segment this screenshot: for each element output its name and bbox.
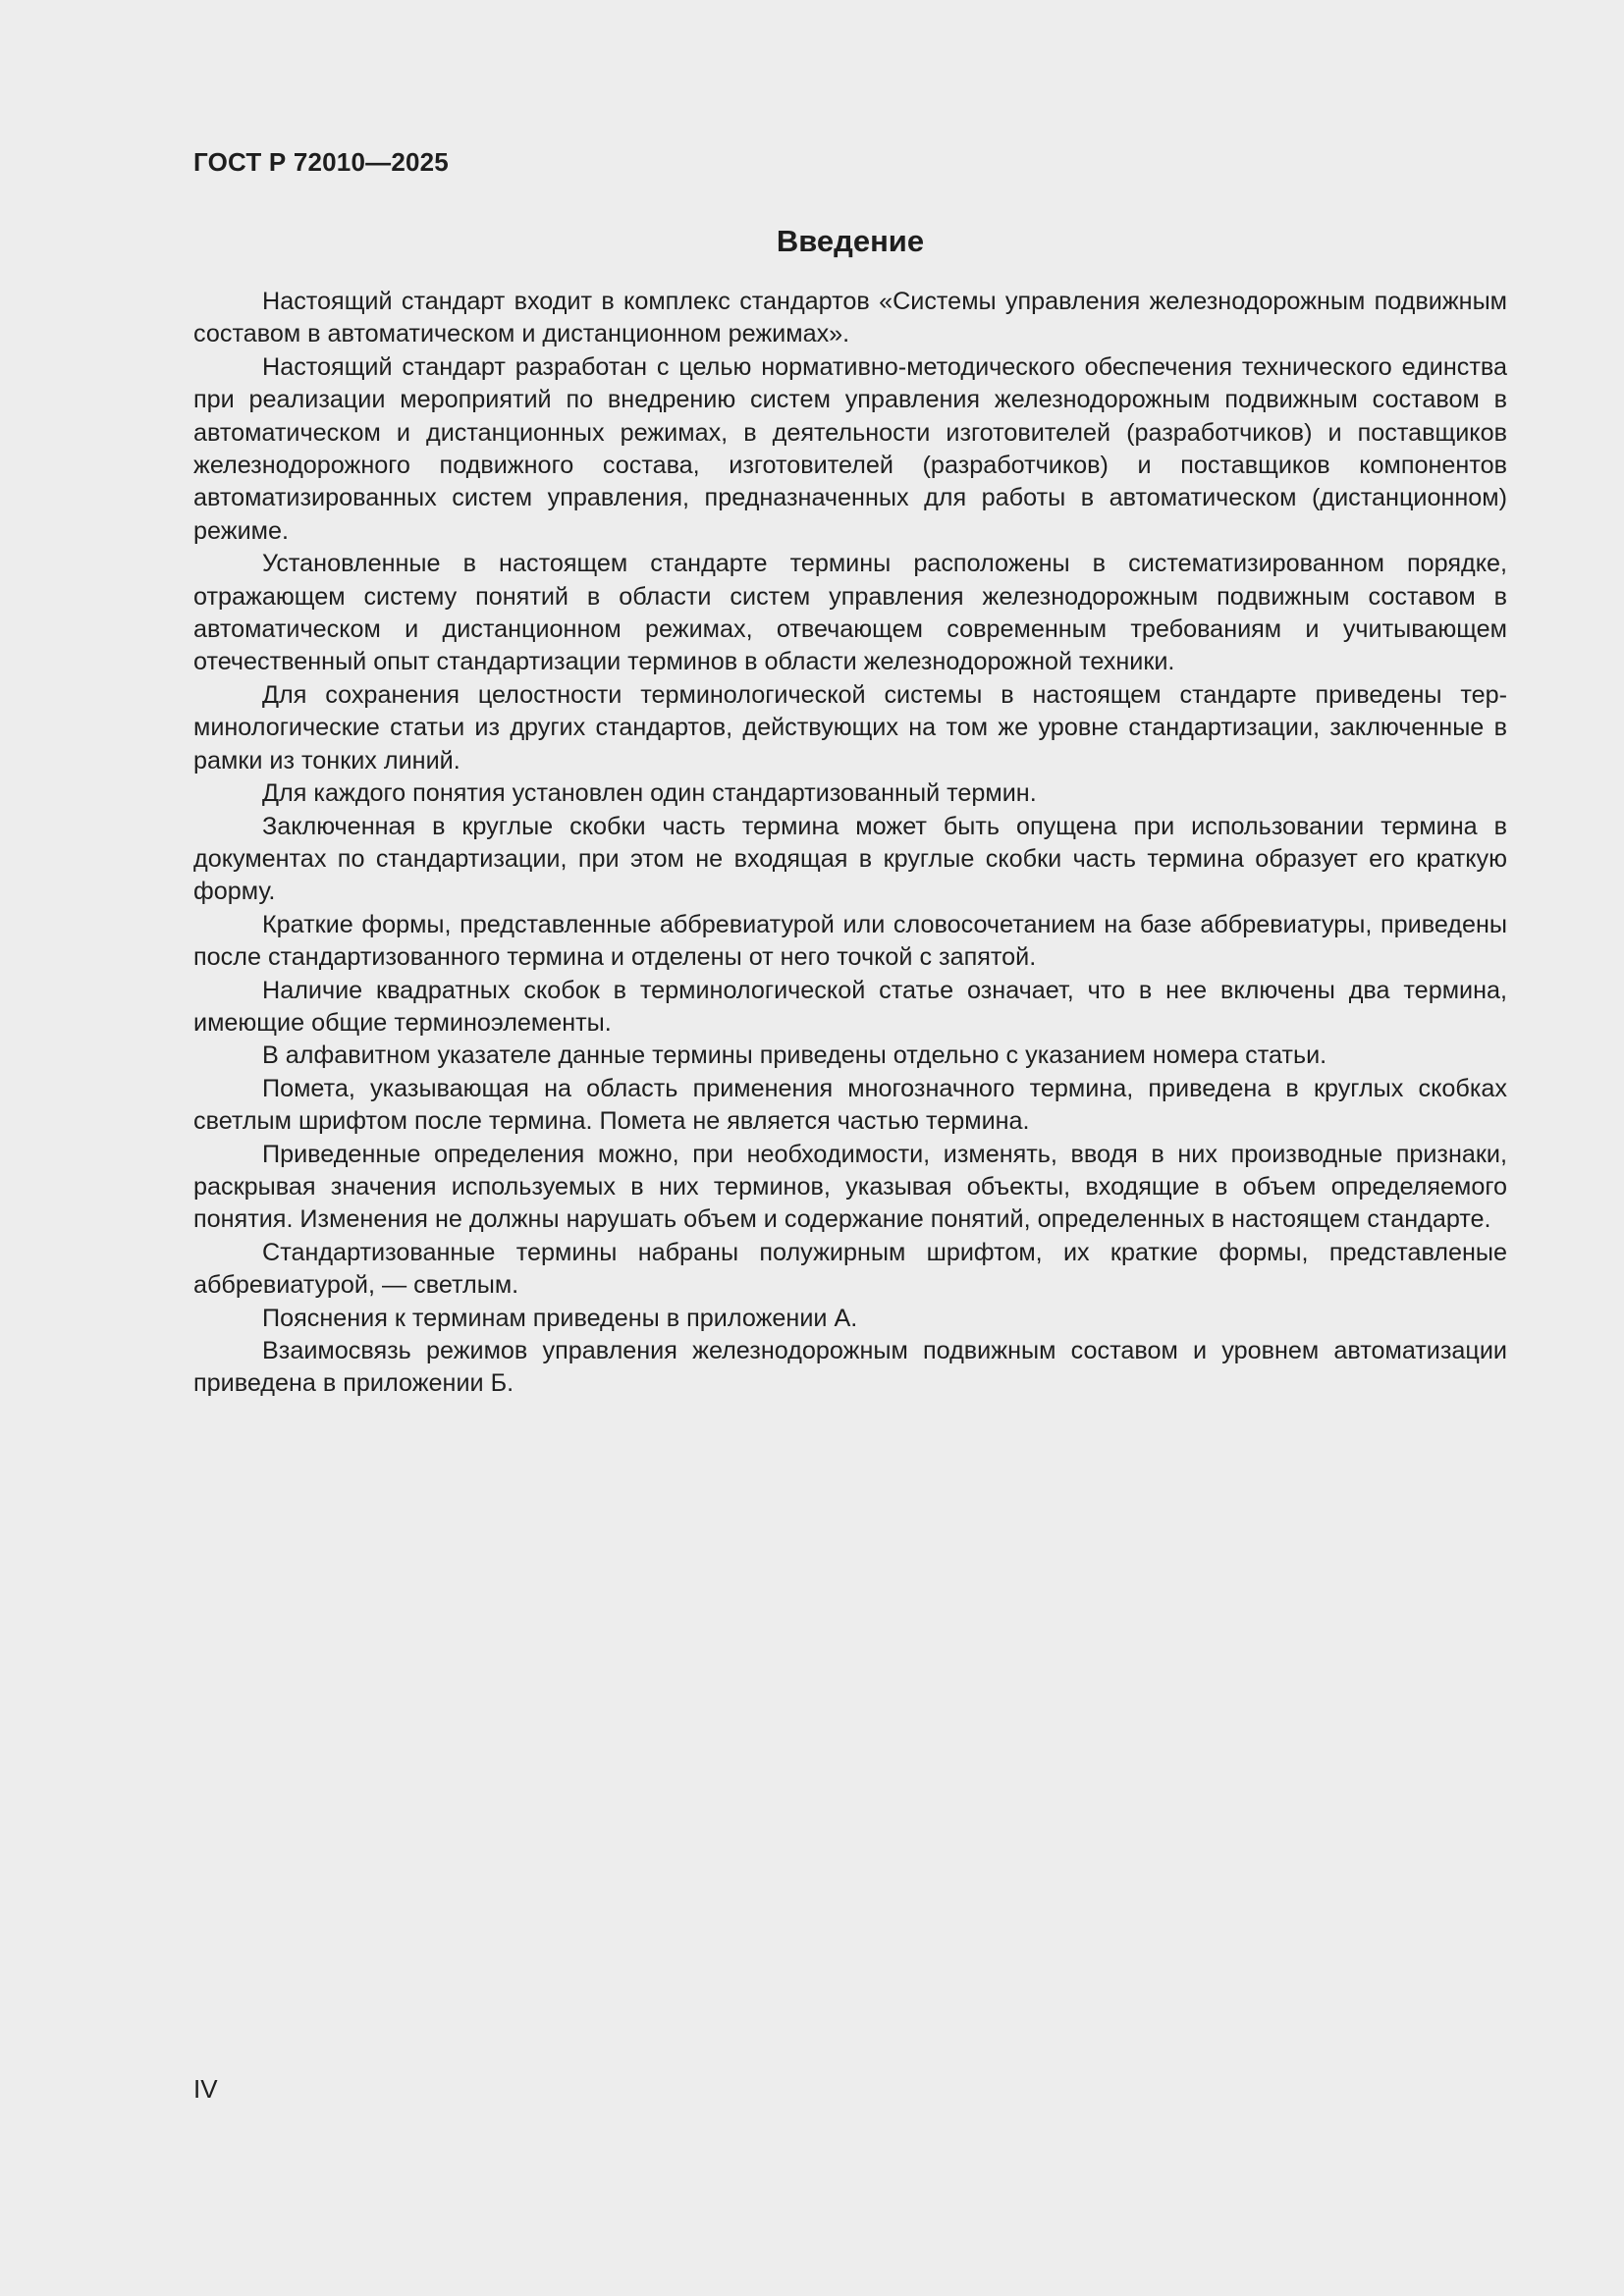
paragraph: Помета, указывающая на область применения многозначного термина, приведена в круглых скобках светлым шрифтом после термина. Помета не является частью термина. [193, 1074, 1507, 1136]
body-text [193, 286, 1507, 1401]
document-header: ГОСТ Р 72010—2025 [193, 147, 449, 177]
paragraph: Пояснения к терминам приведены в приложении А. [262, 1304, 858, 1332]
paragraph: Наличие квадратных скобок в терминологической статье означает, что в нее включены два термина, имеющие общие терминоэлементы. [193, 976, 1507, 1037]
paragraph: Заключенная в круглые скобки часть термина может быть опущена при использовании термина в документах по стандартизации, при этом не входящая в круглые скобки часть термина образует его краткую форму. [193, 812, 1507, 906]
paragraph: Краткие формы, представленные аббревиатурой или словосочетанием на базе аббревиатуры, приведены после стандартизованного термина и отделены от него точкой с запятой. [193, 910, 1507, 972]
page-number: IV [193, 2074, 218, 2104]
paragraph: Для каждого понятия установлен один стандартизованный термин. [262, 779, 1037, 808]
paragraph: Для сохранения целостности терминологической системы в настоящем стандарте приведены терминологические статьи из других стандартов, действующих на том же уровне стандартизации, заключенные в рамки из тонких линий. [193, 680, 1507, 774]
paragraph: Установленные в настоящем стандарте термины расположены в систематизированном порядке, отражающем систему понятий в области систем управления железнодорожным подвижным составом в автоматическом и дистанционном режимах, отвечающем современным требованиям и учитывающем отечественный опыт стандартизации терминов в области железнодорожной техники. [193, 550, 1507, 676]
section-title: Введение [776, 224, 925, 258]
paragraph: Стандартизованные термины набраны полужирным шрифтом, их краткие формы, представленые аббревиатурой, — светлым. [193, 1238, 1507, 1300]
paragraph: Настоящий стандарт входит в комплекс стандартов «Системы управления железнодорожным подвижным составом в автоматическом и дистанционном режимах». [193, 288, 1507, 348]
paragraph: Приведенные определения можно, при необходимости, изменять, вводя в них производные признаки, раскрывая значения используемых в них терминов, указывая объекты, входящие в объем определяемого понятия. Изменения не должны нарушать объем и содержание понятий, определенных в настоящем стандарте. [193, 1140, 1507, 1234]
paragraph: Взаимосвязь режимов управления железнодорожным подвижным составом и уровнем автоматизации приведена в приложении Б. [193, 1337, 1507, 1398]
paragraph: В алфавитном указателе данные термины приведены отдельно с указанием номера статьи. [262, 1041, 1327, 1070]
paragraph: Настоящий стандарт разработан с целью нормативно-методического обеспечения технического единства при реализации мероприятий по внедрению систем управления железнодорожным подвижным составом в автоматическом и дистанционных режимах, в деятельности изготовителей (разработчиков) и поставщиков железнодорожного подвижного состава, изготовителей (разработчиков) и поставщиков компонентов автоматизированных систем управления, предназначенных для работы в автоматическом (дистанционном) режиме. [193, 352, 1507, 545]
